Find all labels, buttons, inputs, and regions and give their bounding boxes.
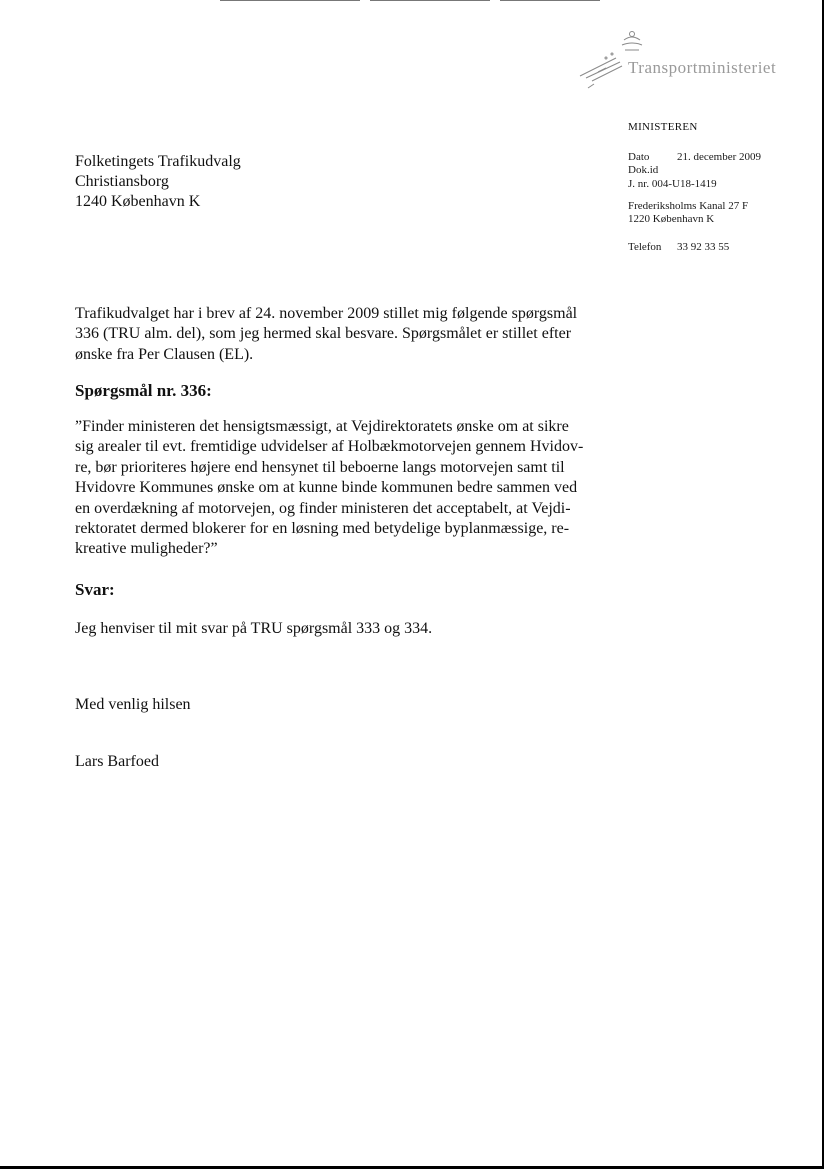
question-line: en overdækning af motorvejen, og finder ministeren det acceptabelt, at Vejdi-	[75, 499, 571, 517]
intro-line: 336 (TRU alm. del), som jeg hermed skal besvare. Spørgsmålet er stillet efter	[75, 325, 572, 343]
sender-address-line1: Frederiksholms Kanal 27 F	[628, 200, 749, 212]
sender-address-line2: 1220 København K	[628, 213, 715, 225]
phone-label: Telefon	[628, 241, 662, 253]
recipient-line1: Folketingets Trafikudvalg	[75, 153, 241, 170]
signature-name: Lars Barfoed	[75, 753, 159, 770]
question-line: re, bør prioriteres højere end hensynet til beboerne langs motorvejen samt til	[75, 458, 565, 476]
sender-title: MINISTEREN	[628, 121, 698, 133]
answer-text: Jeg henviser til mit svar på TRU spørgsmål 333 og 334.	[75, 620, 433, 637]
question-line: ”Finder ministeren det hensigtsmæssigt, at Vejdirektoratets ønske om at sikre	[75, 418, 569, 435]
ministry-logo	[576, 28, 791, 90]
journal-number: J. nr. 004-U18-1419	[628, 178, 717, 190]
phone-value: 33 92 33 55	[677, 241, 730, 253]
dok-id-label: Dok.id	[628, 164, 659, 176]
question-line: Hvidovre Kommunes ønske om at kunne binde kommunen bedre sammen ved	[75, 479, 578, 497]
question-line: kreative muligheder?”	[75, 540, 218, 558]
recipient-address	[75, 152, 241, 212]
intro-paragraph	[75, 304, 595, 365]
date-label: Dato	[628, 151, 650, 163]
question-heading: Spørgsmål nr. 336:	[75, 381, 212, 400]
closing-greeting: Med venlig hilsen	[75, 696, 191, 713]
answer-heading: Svar:	[75, 580, 115, 599]
date-value: 21. december 2009	[677, 151, 761, 163]
question-text	[75, 417, 595, 560]
recipient-line3: 1240 København K	[75, 193, 201, 210]
scan-top-edge	[0, 0, 824, 2]
date-row	[628, 151, 761, 163]
intro-line: ønske fra Per Clausen (EL).	[75, 345, 254, 363]
question-line: sig arealer til evt. fremtidige udvidelser af Holbækmotorvejen gennem Hvidov-	[75, 438, 584, 456]
intro-line: Trafikudvalget har i brev af 24. november 2009 stillet mig følgende spørgsmål	[75, 305, 578, 322]
phone-row	[628, 241, 729, 253]
recipient-line2: Christiansborg	[75, 173, 169, 190]
question-line: rektoratet dermed blokerer for en løsning med betydelige byplanmæssige, re-	[75, 520, 570, 538]
ministry-logo-text: Transportministeriet	[628, 58, 777, 77]
